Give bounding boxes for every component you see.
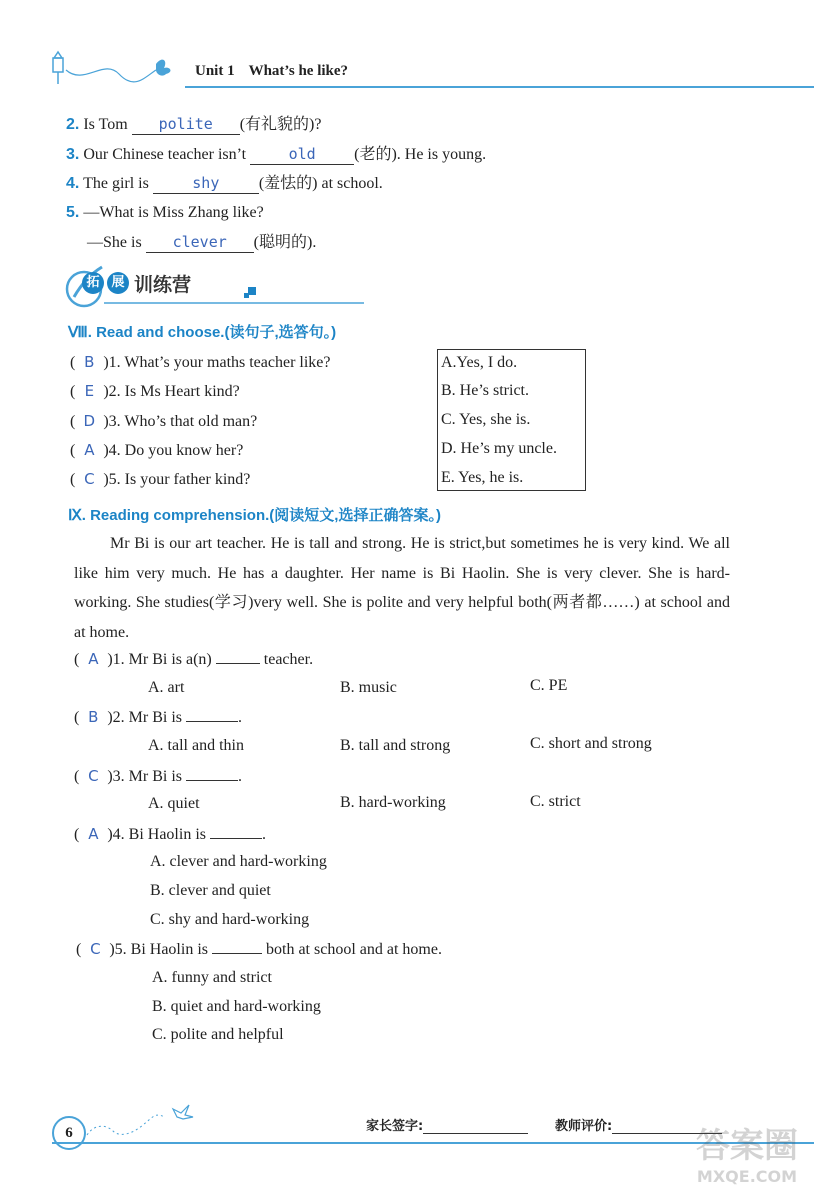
option-b: B. He’s strict. bbox=[441, 382, 529, 399]
choice: B. hard-working bbox=[340, 794, 446, 811]
choice: A. art bbox=[148, 679, 185, 696]
reading-question-5: ( C )5. Bi Haolin is both at school and at home. bbox=[76, 940, 442, 958]
lamp-post-icon bbox=[44, 48, 189, 88]
parent-signature-label: 家长签字: bbox=[366, 1119, 424, 1134]
question-text: )4. Bi Haolin is bbox=[107, 826, 206, 843]
unit-label: Unit 1 bbox=[195, 63, 235, 79]
answer-blank: polite bbox=[132, 114, 240, 135]
question-text: )1. What’s your maths teacher like? bbox=[103, 354, 331, 371]
question-text: )5. Bi Haolin is bbox=[109, 941, 208, 958]
choice: B. tall and strong bbox=[340, 737, 451, 754]
item-text: (有礼貌的)? bbox=[239, 116, 322, 133]
fill-item-5 bbox=[66, 203, 264, 223]
answer-mark: A bbox=[84, 441, 95, 459]
option-d: D. He’s my uncle. bbox=[441, 440, 557, 457]
question-text: . bbox=[262, 826, 266, 843]
answer-mark: C bbox=[84, 470, 95, 488]
choose-question-1: ( B )1. What’s your maths teacher like? bbox=[70, 353, 331, 371]
item-number: 5. bbox=[66, 204, 80, 221]
question-text: teacher. bbox=[263, 651, 314, 668]
signature-line bbox=[423, 1133, 528, 1134]
fill-item-4 bbox=[66, 173, 383, 194]
reading-question-1: ( A )1. Mr Bi is a(n) teacher. bbox=[74, 650, 314, 668]
answer-mark: D bbox=[83, 412, 96, 430]
item-text: Is Tom bbox=[83, 116, 128, 133]
section-title-reading: Ⅸ. Reading comprehension.(阅读短文,选择正确答案。) bbox=[68, 507, 441, 524]
answer-mark: A bbox=[88, 650, 99, 668]
item-number: 4. bbox=[66, 175, 80, 192]
choose-question-4: ( A )4. Do you know her? bbox=[70, 441, 244, 459]
section-title-read-choose: Ⅷ. Read and choose.(读句子,选答句。) bbox=[68, 324, 337, 341]
answer-mark: B bbox=[84, 353, 95, 371]
item-number: 3. bbox=[66, 146, 80, 163]
header-rule bbox=[185, 86, 814, 88]
blank bbox=[216, 663, 260, 664]
choose-question-5: ( C )5. Is your father kind? bbox=[70, 470, 251, 488]
choose-question-3: ( D )3. Who’s that old man? bbox=[70, 412, 258, 430]
option-a: A.Yes, I do. bbox=[441, 354, 518, 371]
question-text: )3. Who’s that old man? bbox=[103, 413, 258, 430]
question-text: both at school and at home. bbox=[266, 941, 442, 958]
question-text: )1. Mr Bi is a(n) bbox=[107, 651, 212, 668]
reading-question-3: ( C )3. Mr Bi is . bbox=[74, 767, 242, 785]
question-text: )5. Is your father kind? bbox=[103, 471, 251, 488]
fill-item-2 bbox=[66, 114, 321, 135]
item-text: —She is bbox=[87, 234, 142, 251]
answer-blank: shy bbox=[153, 173, 259, 194]
passage-text: Mr Bi is our art teacher. He is tall and strong. He is strict,but sometimes he is very kind. We all like him very much. He has a daughter. Her name is Bi Haolin. She is very clever. She is hard-working. She studies(学习)very well. She is polite and very helpful both(两者都……) at school and at home. bbox=[74, 535, 730, 641]
page-number: 6 bbox=[52, 1116, 86, 1150]
answer-options-box bbox=[437, 349, 586, 491]
reading-passage bbox=[74, 529, 730, 647]
blank bbox=[210, 838, 262, 839]
banner-badge-2: 展 bbox=[107, 272, 129, 294]
blank bbox=[212, 953, 262, 954]
question-text: )2. Is Ms Heart kind? bbox=[103, 383, 240, 400]
question-text: )2. Mr Bi is bbox=[107, 709, 182, 726]
answer-mark: C bbox=[88, 767, 99, 785]
choice: B. clever and quiet bbox=[150, 882, 271, 899]
item-text: (老的). He is young. bbox=[354, 146, 487, 163]
answer-mark: B bbox=[88, 708, 99, 726]
unit-header bbox=[195, 63, 348, 80]
blank bbox=[186, 721, 238, 722]
choose-question-2: ( E )2. Is Ms Heart kind? bbox=[70, 382, 240, 400]
choice: C. polite and helpful bbox=[152, 1026, 284, 1043]
banner-badge-1: 拓 bbox=[82, 272, 104, 294]
watermark-url: MXQE.COM bbox=[696, 1167, 798, 1186]
answer-blank: old bbox=[250, 144, 354, 165]
question-text: )3. Mr Bi is bbox=[107, 768, 182, 785]
answer-blank: clever bbox=[146, 232, 254, 253]
question-text: )4. Do you know her? bbox=[103, 442, 244, 459]
teacher-evaluation-label: 教师评价: bbox=[555, 1119, 613, 1134]
reading-question-2: ( B )2. Mr Bi is . bbox=[74, 708, 242, 726]
item-number: 2. bbox=[66, 116, 80, 133]
item-text: The girl is bbox=[83, 175, 149, 192]
bird-decoration-icon bbox=[85, 1095, 200, 1140]
option-c: C. Yes, she is. bbox=[441, 411, 531, 428]
choice: C. short and strong bbox=[530, 735, 652, 752]
choice: B. music bbox=[340, 679, 397, 696]
choice: A. quiet bbox=[148, 795, 200, 812]
choice: A. funny and strict bbox=[152, 969, 272, 986]
fill-item-5-answer bbox=[87, 232, 316, 253]
question-text: . bbox=[238, 709, 242, 726]
choice: A. tall and thin bbox=[148, 737, 244, 754]
watermark bbox=[680, 1118, 814, 1200]
choice: C. strict bbox=[530, 793, 581, 810]
item-text: —What is Miss Zhang like? bbox=[83, 204, 264, 221]
answer-mark: A bbox=[88, 825, 99, 843]
parent-signature bbox=[366, 1115, 528, 1134]
item-text: Our Chinese teacher isn’t bbox=[83, 146, 247, 163]
choice: C. shy and hard-working bbox=[150, 911, 310, 928]
blank bbox=[186, 780, 238, 781]
option-e: E. Yes, he is. bbox=[441, 469, 524, 486]
unit-title: What’s he like? bbox=[248, 63, 349, 79]
banner-title: 训练营 bbox=[134, 274, 192, 296]
choice: A. clever and hard-working bbox=[150, 853, 327, 870]
item-text: (羞怯的) at school. bbox=[258, 175, 383, 192]
reading-question-4: ( A )4. Bi Haolin is . bbox=[74, 825, 266, 843]
choice: C. PE bbox=[530, 677, 568, 694]
choice: B. quiet and hard-working bbox=[152, 998, 321, 1015]
item-text: (聪明的). bbox=[253, 234, 317, 251]
answer-mark: C bbox=[90, 940, 101, 958]
fill-item-3 bbox=[66, 144, 486, 165]
watermark-logo: 答案圈 bbox=[696, 1126, 798, 1166]
answer-mark: E bbox=[84, 382, 95, 400]
question-text: . bbox=[238, 768, 242, 785]
